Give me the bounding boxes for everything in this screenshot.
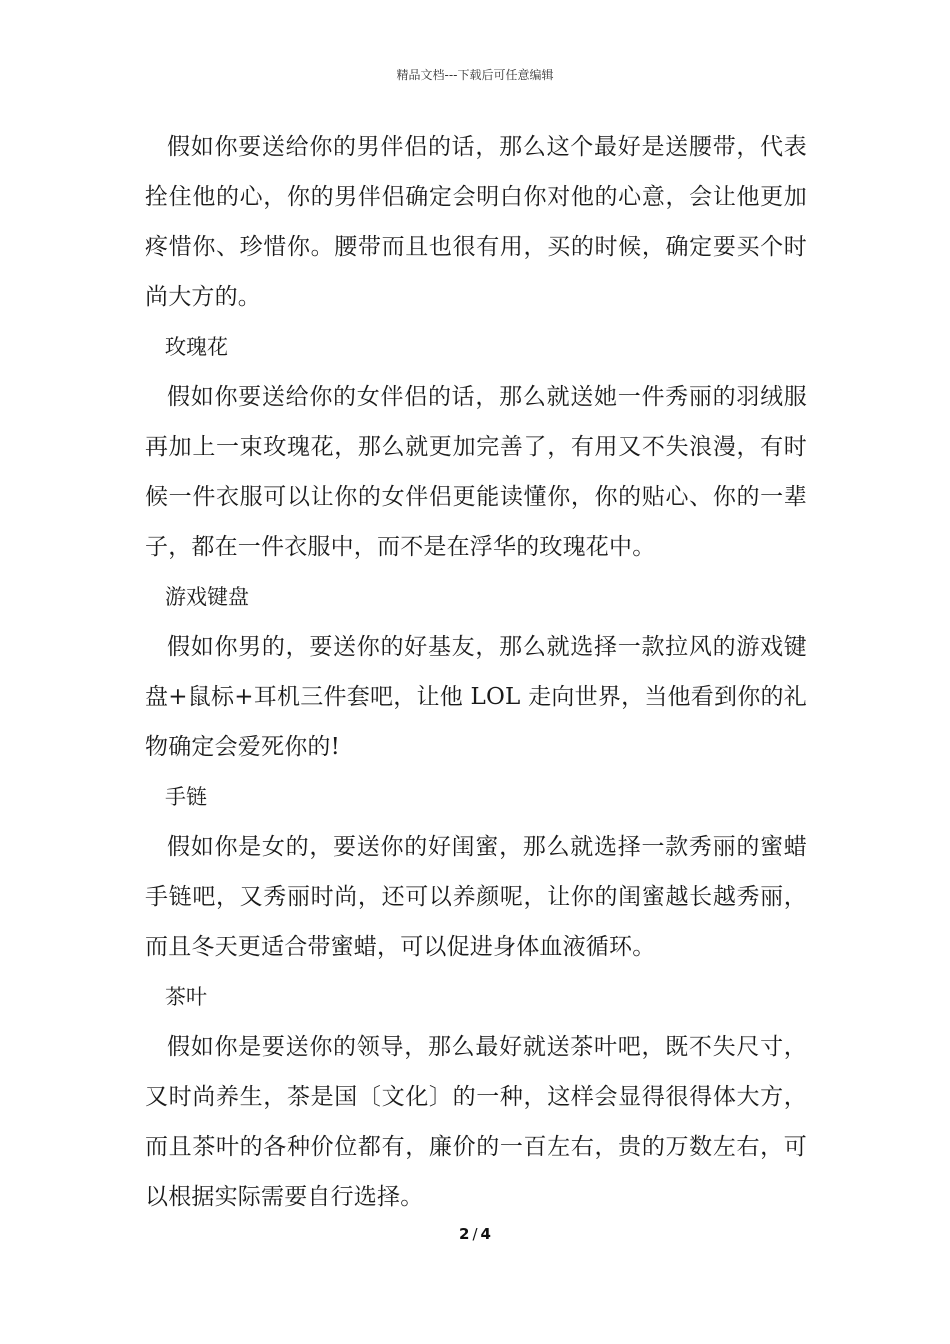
heading-bracelet: 手链 bbox=[165, 785, 207, 809]
heading-tea: 茶叶 bbox=[165, 985, 207, 1009]
paragraph-tea: 假如你是要送你的领导，那么最好就送茶叶吧，既不失尺寸，又时尚养生，茶是国〔文化〕的一种，这样会显得很得体大方，而且茶叶的各种价位都有，廉价的一百左右，贵的万数左右，可以根据实际需要自行选择。 bbox=[145, 1034, 807, 1210]
heading-rose: 玫瑰花 bbox=[165, 335, 228, 359]
page-header: 精品文档---下载后可任意编辑 bbox=[396, 68, 554, 82]
paragraph-bracelet: 假如你是女的，要送你的好闺蜜，那么就选择一款秀丽的蜜蜡手链吧，又秀丽时尚，还可以养颜呢，让你的闺蜜越长越秀丽，而且冬天更适合带蜜蜡，可以促进身体血液循环。 bbox=[145, 834, 807, 960]
paragraph-belt: 假如你要送给你的男伴侣的话，那么这个最好是送腰带，代表拴住他的心，你的男伴侣确定会明白你对他的心意，会让他更加疼惜你、珍惜你。腰带而且也很有用，买的时候，确定要买个时尚大方的。 bbox=[145, 134, 807, 310]
document-body bbox=[145, 122, 807, 1222]
paragraph-gaming-keyboard: 假如你男的，要送你的好基友，那么就选择一款拉风的游戏键盘+鼠标+耳机三件套吧，让他 LOL 走向世界，当他看到你的礼物确定会爱死你的! bbox=[145, 634, 807, 760]
heading-gaming-keyboard: 游戏键盘 bbox=[165, 585, 249, 609]
paragraph-rose: 假如你要送给你的女伴侣的话，那么就送她一件秀丽的羽绒服再加上一束玫瑰花，那么就更加完善了，有用又不失浪漫，有时候一件衣服可以让你的女伴侣更能读懂你，你的贴心、你的一辈子，都在一件衣服中，而不是在浮华的玫瑰花中。 bbox=[145, 384, 807, 560]
total-page-number: 4 bbox=[480, 1225, 491, 1243]
current-page-number: 2 bbox=[459, 1225, 470, 1243]
page-number bbox=[0, 1225, 950, 1243]
page-separator: / bbox=[472, 1225, 478, 1243]
